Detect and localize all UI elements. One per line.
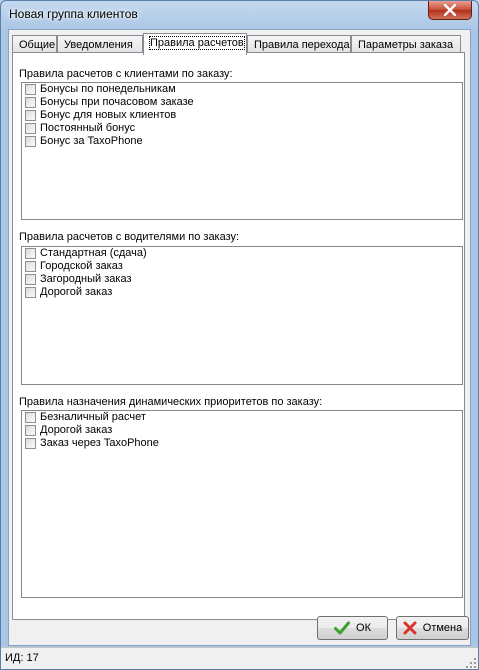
cancel-button-label: Отмена <box>422 622 463 634</box>
ok-button[interactable] <box>317 616 388 640</box>
list-item[interactable] <box>22 247 462 260</box>
driver-rules-list[interactable] <box>21 246 463 385</box>
checkbox[interactable] <box>25 110 36 121</box>
list-item[interactable] <box>22 135 462 148</box>
tab-transition-rules[interactable] <box>247 35 351 53</box>
dialog-body <box>8 29 471 646</box>
item-label: Загородный заказ <box>40 273 132 285</box>
title-bar[interactable] <box>1 1 478 29</box>
checkbox[interactable] <box>25 412 36 423</box>
item-label: Заказ через TaxoPhone <box>40 437 159 449</box>
list-item[interactable] <box>22 122 462 135</box>
checkbox[interactable] <box>25 97 36 108</box>
client-rules-label: Правила расчетов с клиентами по заказу: <box>19 68 233 80</box>
list-item[interactable] <box>22 273 462 286</box>
checkmark-icon <box>334 621 350 635</box>
checkbox[interactable] <box>25 287 36 298</box>
tab-transition-rules-label: Правила перехода <box>254 39 350 51</box>
list-item[interactable] <box>22 437 462 450</box>
list-item[interactable] <box>22 424 462 437</box>
checkbox[interactable] <box>25 248 36 259</box>
tab-notifications[interactable] <box>57 35 143 53</box>
close-icon <box>443 4 457 16</box>
checkbox[interactable] <box>25 123 36 134</box>
ok-button-label: ОК <box>356 622 371 634</box>
priority-rules-label: Правила назначения динамических приоритетов по заказу: <box>19 396 323 408</box>
list-item[interactable] <box>22 411 462 424</box>
priority-rules-list[interactable] <box>21 410 463 598</box>
cancel-button[interactable] <box>396 616 469 640</box>
list-item[interactable] <box>22 109 462 122</box>
checkbox[interactable] <box>25 274 36 285</box>
item-label: Дорогой заказ <box>40 424 113 436</box>
tab-panel-settlement-rules <box>12 52 465 620</box>
checkbox[interactable] <box>25 425 36 436</box>
item-label: Стандартная (сдача) <box>40 247 147 259</box>
client-rules-list[interactable] <box>21 82 463 220</box>
tab-settlement-rules-label: Правила расчетов <box>150 37 244 49</box>
checkbox[interactable] <box>25 438 36 449</box>
list-item[interactable] <box>22 260 462 273</box>
close-button[interactable] <box>428 1 472 20</box>
item-label: Безналичный расчет <box>40 411 146 423</box>
list-item[interactable] <box>22 96 462 109</box>
tab-general[interactable] <box>12 35 57 53</box>
checkbox[interactable] <box>25 136 36 147</box>
status-bar <box>1 647 478 670</box>
item-label: Городской заказ <box>40 260 123 272</box>
checkbox[interactable] <box>25 261 36 272</box>
checkbox[interactable] <box>25 84 36 95</box>
tab-order-parameters[interactable] <box>351 35 461 53</box>
item-label: Дорогой заказ <box>40 286 113 298</box>
list-item[interactable] <box>22 83 462 96</box>
resize-grip-icon[interactable] <box>466 658 476 668</box>
tab-settlement-rules[interactable] <box>143 33 247 55</box>
tab-general-label: Общие <box>19 39 56 51</box>
tab-notifications-label: Уведомления <box>64 39 133 51</box>
tab-order-parameters-label: Параметры заказа <box>358 39 454 51</box>
cross-icon <box>403 621 417 635</box>
item-label: Постоянный бонус <box>40 122 136 134</box>
item-label: Бонусы при почасовом заказе <box>40 96 194 108</box>
status-id-text: ИД: 17 <box>5 652 39 664</box>
driver-rules-label: Правила расчетов с водителями по заказу: <box>19 231 240 243</box>
list-item[interactable] <box>22 286 462 299</box>
item-label: Бонус за TaxoPhone <box>40 135 143 147</box>
item-label: Бонусы по понедельникам <box>40 83 176 95</box>
item-label: Бонус для новых клиентов <box>40 109 177 121</box>
window-title: Новая группа клиентов <box>9 7 138 21</box>
